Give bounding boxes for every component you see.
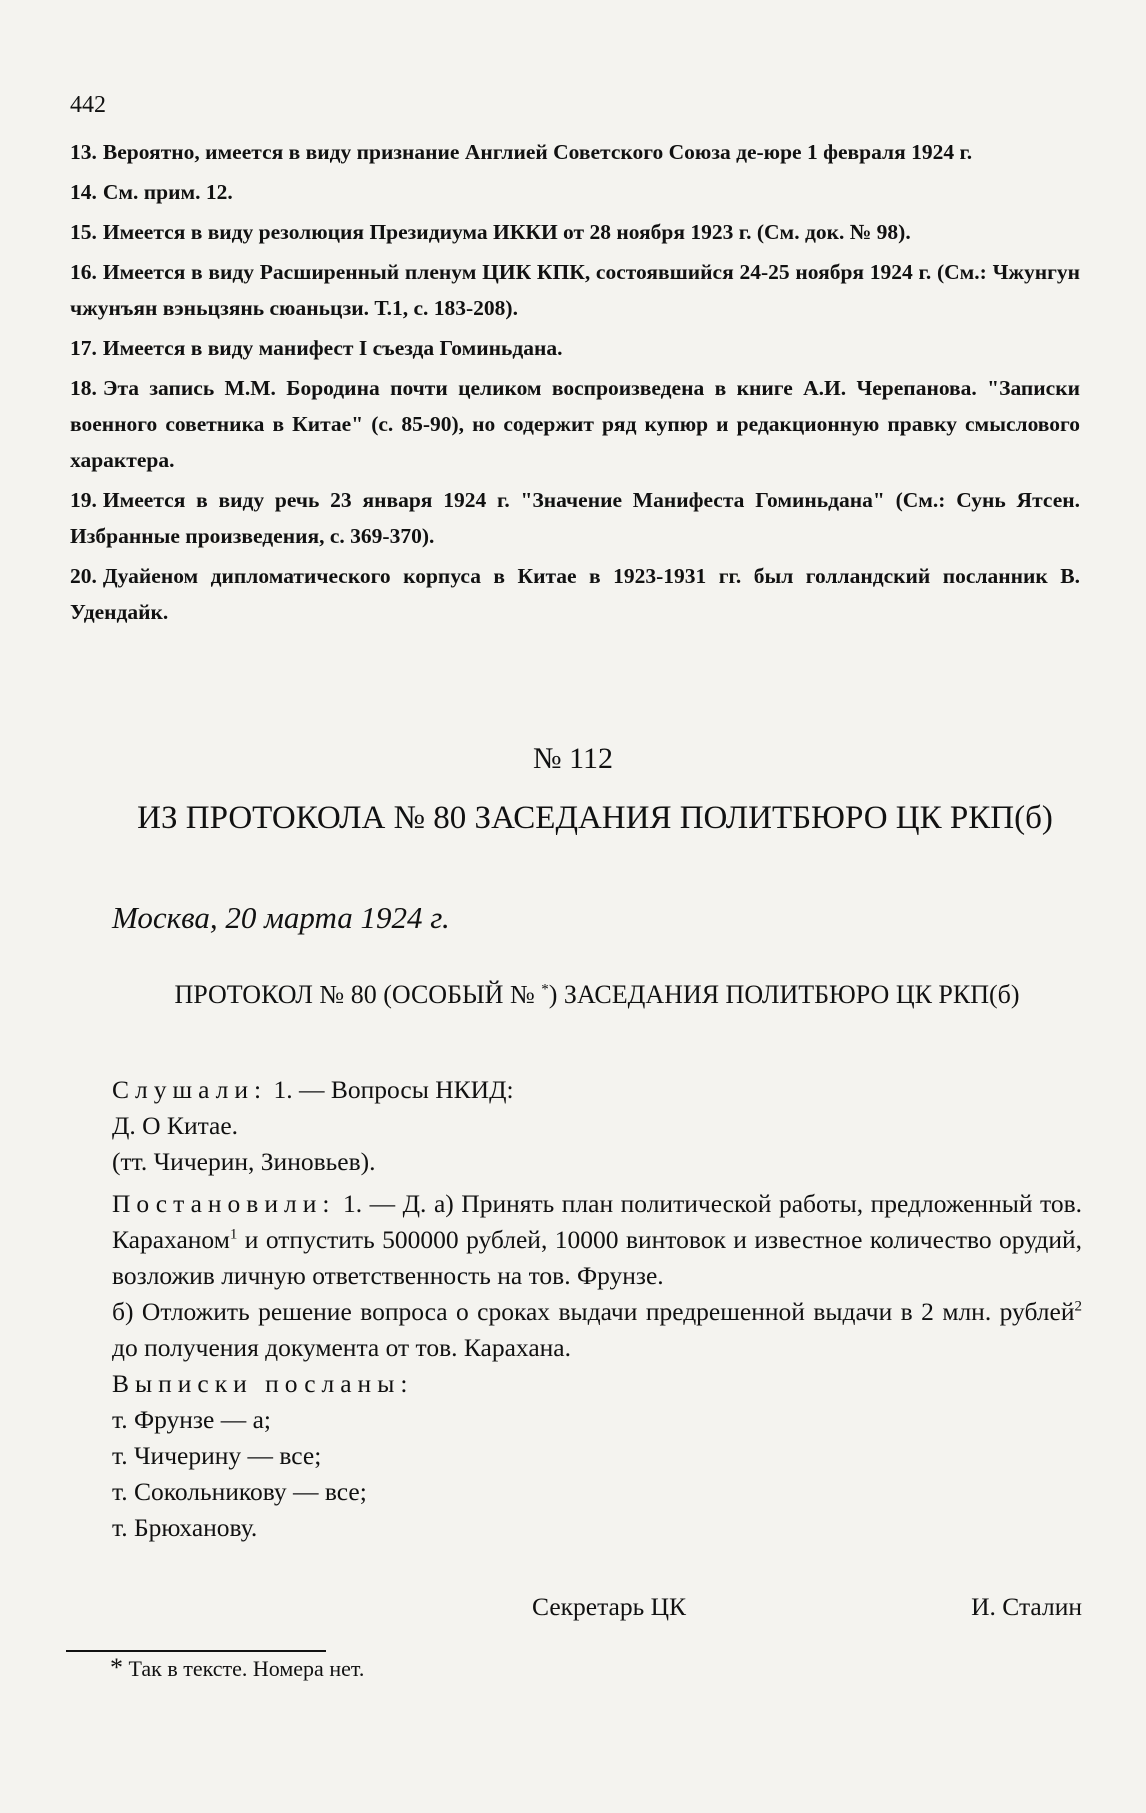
footnote-marker: * (110, 1653, 123, 1682)
heard-speakers: (тт. Чичерин, Зиновьев). (112, 1147, 376, 1176)
endnotes (70, 134, 1080, 634)
recipient: т. Фрунзе — а; (112, 1405, 271, 1434)
endnote: 20. Дуайеном дипломатического корпуса в Китае в 1923-1931 гг. был голландский посланник В. Удендайк. (70, 564, 1080, 624)
endnote: 13. Вероятно, имеется в виду признание Англией Советского Союза де-юре 1 февраля 1924 г. (70, 140, 973, 164)
endnote: 15. Имеется в виду резолюция Президиума ИККИ от 28 ноября 1923 г. (См. док. № 98). (70, 220, 911, 244)
document-title: ИЗ ПРОТОКОЛА № 80 ЗАСЕДАНИЯ ПОЛИТБЮРО ЦК РКП(б) (137, 800, 1053, 836)
resolved-label: Постановили: (112, 1189, 336, 1218)
extracts-label: Выписки посланы: (112, 1369, 414, 1398)
dateline: Москва, 20 марта 1924 г. (112, 900, 450, 935)
signature-position: Секретарь ЦК (532, 1592, 687, 1621)
footnote-marker: * (541, 981, 549, 998)
endnote-ref: 1 (229, 1226, 238, 1243)
protocol-body (112, 1072, 1082, 1546)
document-number: № 112 (532, 742, 613, 775)
footnote: * Так в тексте. Номера нет. (110, 1653, 365, 1682)
page-number: 442 (70, 92, 106, 118)
recipient: т. Брюханову. (112, 1513, 258, 1542)
endnote: 18. Эта запись М.М. Бородина почти целиком воспроизведена в книге А.И. Черепанова. "Записки военного советника в Китае" (с. 85-90), но содержит ряд купюр и редакционную правку смыслового характера. (70, 376, 1080, 472)
endnote: 16. Имеется в виду Расширенный пленум ЦИК КПК, состоявшийся 24-25 ноября 1924 г. (См.: Чжунгун чжунъян вэньцзянь сюаньцзи. Т.1, с. 183-208). (70, 260, 1080, 320)
endnote: 17. Имеется в виду манифест I съезда Гоминьдана. (70, 336, 563, 360)
endnote-ref: 2 (1074, 1298, 1082, 1315)
heard-subject: Д. О Китае. (112, 1111, 239, 1140)
resolved-part-b: б) Отложить решение вопроса о сроках выдачи предрешенной выдачи в 2 млн. рублей$^2$ до получения документа от тов. Карахана. (112, 1297, 1082, 1362)
signature-name: И. Сталин (971, 1592, 1082, 1621)
resolved-part-a: Постановили: 1. — Д. а) Принять план политической работы, предложенный тов. Караханом$^1$ и отпустить 500000 рублей, 10000 винтовок и известное количество орудий, возложив личную ответственность на тов. Фрунзе. (112, 1189, 1082, 1290)
heard-label: Слушали: (112, 1075, 268, 1104)
endnote: 14. См. прим. 12. (70, 180, 233, 204)
recipient: т. Сокольникову — все; (112, 1477, 367, 1506)
endnote: 19. Имеется в виду речь 23 января 1924 г. "Значение Манифеста Гоминьдана" (См.: Сунь Ятсен. Избранные произведения, с. 369-370). (70, 488, 1080, 548)
protocol-heading: ПРОТОКОЛ № 80 (ОСОБЫЙ № *) ЗАСЕДАНИЯ ПОЛИТБЮРО ЦК РКП(б) (174, 980, 1020, 1009)
heard-line: Слушали: 1. — Вопросы НКИД: (112, 1075, 514, 1104)
recipient: т. Чичерину — все; (112, 1441, 322, 1470)
